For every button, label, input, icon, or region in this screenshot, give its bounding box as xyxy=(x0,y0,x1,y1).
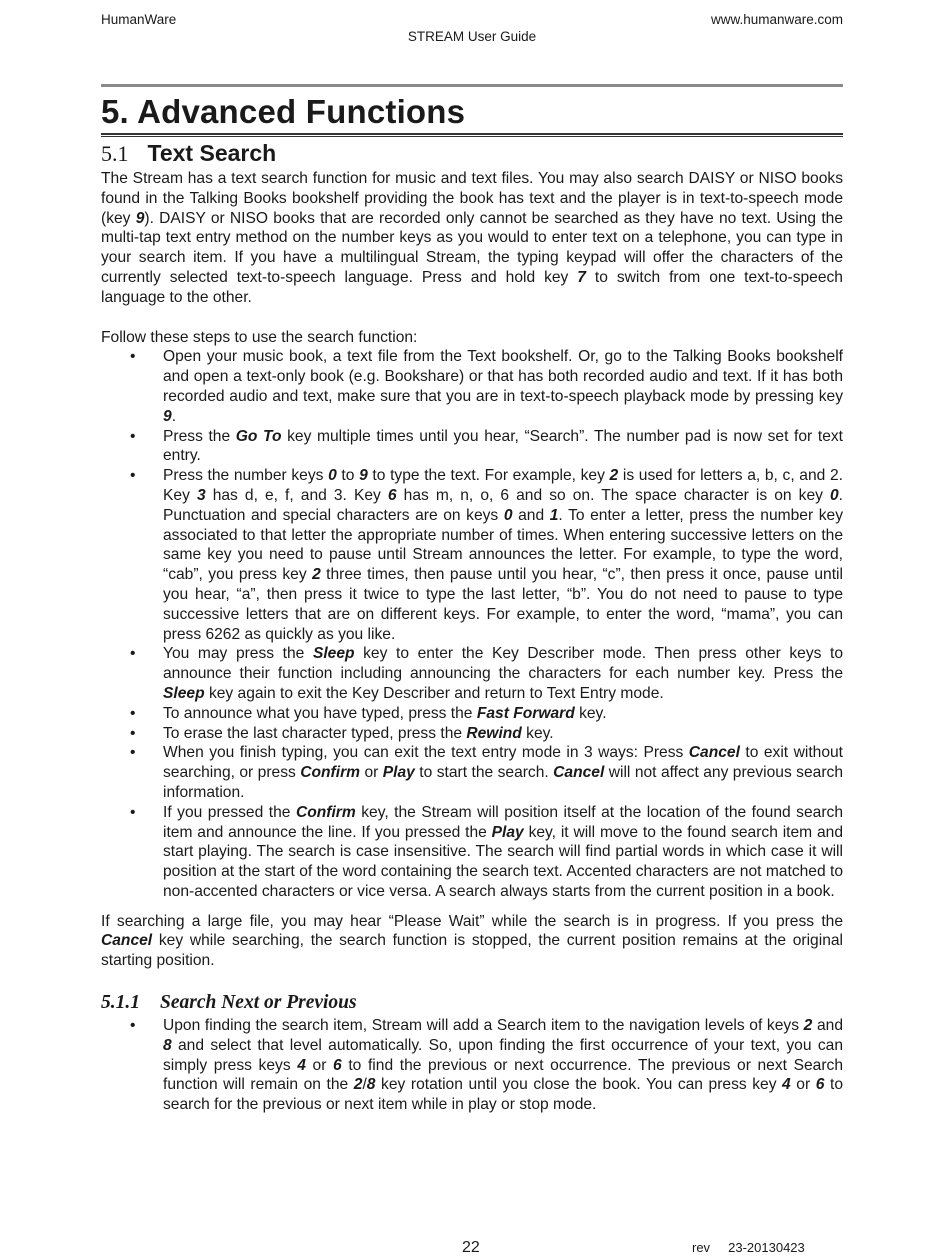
text-run: has d, e, f, and 3. Key xyxy=(205,486,388,504)
key-name: 9 xyxy=(135,209,145,227)
chapter-title: 5. Advanced Functions xyxy=(101,93,466,130)
list-item-text xyxy=(163,804,843,900)
list-item xyxy=(101,743,843,802)
text-run: Press the number keys xyxy=(163,467,329,485)
key-name: 2 xyxy=(609,467,619,485)
text-run: You may press the xyxy=(163,645,313,663)
text-run: . xyxy=(171,407,177,425)
key-name: Sleep xyxy=(163,684,205,702)
subsection-heading xyxy=(101,990,843,1016)
header-company: HumanWare xyxy=(101,12,177,27)
text-run: Upon finding the search item, Stream will add a Search item to the navigation levels of keys xyxy=(163,1017,804,1035)
list-item xyxy=(101,347,843,426)
text-run: is used for letters a, b, c, and 2. Key xyxy=(163,467,843,504)
bullet-icon: • xyxy=(130,803,136,821)
text-run: If you pressed the xyxy=(163,803,296,821)
section-title: Text Search xyxy=(147,140,277,166)
text-run: key, it will move to the found search item and start playing. The search is case insensitive. The search will find partial words in which case it will position at the start of the word containing the search text. Accented characters are not matched to non-accented characters or vice versa. A search always starts from the current position in a book. xyxy=(163,823,844,900)
text-run: key, the Stream will position itself at the location of the found search item and announce the line. If you pressed the xyxy=(163,803,843,841)
text-run: or xyxy=(360,764,383,782)
text-run: and xyxy=(512,506,550,524)
bullet-icon: • xyxy=(130,427,136,445)
key-name: Cancel xyxy=(688,744,740,762)
bullet-icon: • xyxy=(130,467,136,485)
key-name: Cancel xyxy=(101,932,153,950)
key-name: 2 xyxy=(353,1076,363,1094)
text-run: to type the text. For example, key xyxy=(367,467,610,485)
text-run: Open your music book, a text file from the Text bookshelf. Or, go to the Talking Books bookshelf and open a text-only book (e.g. Bookshare) or that has both recorded audio and text. If it has both recorded audio and text, make sure that you are in text-to-speech playback mode by pressing key xyxy=(163,348,843,405)
bullet-icon: • xyxy=(130,348,136,366)
list-item-text xyxy=(163,428,843,465)
steps-intro: Follow these steps to use the search function: xyxy=(101,328,418,346)
key-name: Rewind xyxy=(466,724,522,742)
text-run: If searching a large file, you may hear “Please Wait” while the search is in progress. If you press the xyxy=(101,912,843,930)
text-run: To announce what you have typed, press the xyxy=(163,704,477,722)
key-name: 2 xyxy=(312,566,321,584)
key-name: 6 xyxy=(815,1076,825,1094)
text-run: three times, then pause until you hear, “c”, then press it once, pause until you hear, “a”, then press it twice to type the last letter, “b”. You do not need to pause to type successive letters that are on different keys. For example, to enter the word, “mama”, you can press 6262 as quickly as you like. xyxy=(163,566,843,643)
list-item xyxy=(101,1016,843,1115)
bullet-icon: • xyxy=(130,1017,136,1035)
key-name: Play xyxy=(382,764,415,782)
text-run: key multiple times until you hear, “Search”. The number pad is now set for text entry. xyxy=(163,427,843,465)
list-item xyxy=(101,427,843,467)
list-item-text xyxy=(163,705,607,722)
bullet-icon: • xyxy=(130,645,136,663)
bullet-icon: • xyxy=(130,724,136,742)
text-run: key. xyxy=(574,704,607,722)
key-name: Sleep xyxy=(312,645,355,663)
section-heading xyxy=(101,138,843,169)
key-name: Confirm xyxy=(295,803,356,821)
key-name: 6 xyxy=(387,486,397,504)
section-number: 5.1 xyxy=(101,141,129,166)
text-run: Press the xyxy=(163,427,236,445)
list-item xyxy=(101,724,843,744)
revision-label: rev xyxy=(692,1240,711,1255)
bullet-icon: • xyxy=(130,704,136,722)
text-run: . Punctuation and special characters are on keys xyxy=(163,486,844,524)
key-name: 0 xyxy=(829,486,839,504)
revision-code: 23-20130423 xyxy=(728,1240,805,1255)
list-item xyxy=(101,466,843,644)
list-item-text xyxy=(163,348,843,424)
key-name: 1 xyxy=(549,506,559,524)
text-run: and select that level automatically. So, upon finding the first occurrence of your text, you can simply press keys xyxy=(163,1036,843,1074)
list-item xyxy=(101,644,843,703)
revision xyxy=(692,1240,805,1255)
text-run: or xyxy=(790,1076,816,1094)
text-run: key. xyxy=(521,724,554,742)
list-item-text xyxy=(163,467,843,642)
text-run: to switch from one text-to-speech language to the other. xyxy=(101,268,843,306)
text-run: When you finish typing, you can exit the text entry mode in 3 ways: Press xyxy=(163,744,689,762)
text-run: to search for the previous or next item while in play or stop mode. xyxy=(163,1076,843,1114)
subsection-number: 5.1.1 xyxy=(101,992,140,1014)
key-name: 8 xyxy=(366,1076,376,1094)
text-run: ). DAISY or NISO books that are recorded only cannot be searched as they have no text. Using the multi-tap text entry method on the number keys as you would to enter text on a telephone, you can type in your search item. If you have a multilingual Stream, the typing keypad will offer the characters of the currently selected text-to-speech language. Press and hold key xyxy=(101,209,843,286)
header-guide-title: STREAM User Guide xyxy=(407,29,537,44)
text-run: to find the previous or next occurrence. The previous or next Search function will remain on the xyxy=(163,1056,844,1094)
text-run: To erase the last character typed, press the xyxy=(163,724,467,742)
key-name: Play xyxy=(491,823,524,841)
key-name: 6 xyxy=(333,1056,342,1074)
key-name: Go To xyxy=(235,427,282,445)
page-content xyxy=(101,84,843,1115)
key-name: Cancel xyxy=(553,764,605,782)
key-name: 4 xyxy=(297,1056,306,1074)
list-item xyxy=(101,803,843,902)
key-name: 0 xyxy=(503,506,513,524)
key-name: 4 xyxy=(782,1076,791,1094)
text-run: to start the search. xyxy=(414,764,554,782)
text-run: to exit without searching, or press xyxy=(163,744,843,782)
list-item-text xyxy=(163,725,554,742)
text-run: key again to exit the Key Describer and return to Text Entry mode. xyxy=(204,684,664,702)
header-url: www.humanware.com xyxy=(710,12,843,27)
list-item-text xyxy=(163,744,843,801)
key-name: 8 xyxy=(163,1036,172,1054)
key-name: 7 xyxy=(577,268,586,286)
header-rule xyxy=(101,84,843,87)
text-run: / xyxy=(362,1076,367,1094)
text-run: or xyxy=(305,1056,334,1074)
text-run: to xyxy=(336,467,360,485)
list-item-text xyxy=(163,1017,843,1113)
intro-paragraph xyxy=(101,169,843,308)
key-name: 9 xyxy=(359,467,368,485)
key-name: Confirm xyxy=(300,764,361,782)
search-next-list xyxy=(101,1016,843,1115)
key-name: 3 xyxy=(196,486,206,504)
text-run: key to enter the Key Describer mode. Then press other keys to announce their function including announcing the characters for each number key. Press the xyxy=(163,645,843,683)
key-name: 2 xyxy=(803,1017,813,1035)
chapter-rule xyxy=(101,133,843,137)
page-number: 22 xyxy=(462,1239,480,1256)
text-run: The Stream has a text search function for music and text files. You may also search DAISY or NISO books found in the Talking Books bookshelf providing the book has text and the player is in text-to-speech mode (key xyxy=(101,170,843,227)
list-item xyxy=(101,704,843,724)
key-name: Fast Forward xyxy=(476,704,575,722)
key-name: 9 xyxy=(163,407,172,425)
progress-note xyxy=(101,912,843,971)
text-run: key rotation until you close the book. You can press key xyxy=(375,1076,783,1094)
bullet-icon: • xyxy=(130,744,136,762)
text-run: . To enter a letter, press the number key associated to that letter the appropriate number of times. When entering successive letters on the same key you need to pause until Stream announces the letter. For example, to type the word, “cab”, you press key xyxy=(163,506,843,584)
subsection-title: Search Next or Previous xyxy=(160,992,357,1014)
text-run: and xyxy=(812,1017,843,1035)
text-run: has m, n, o, 6 and so on. The space character is on key xyxy=(396,486,830,504)
key-name: 0 xyxy=(328,467,337,485)
text-run: key while searching, the search function is stopped, the current position remains at the original starting position. xyxy=(101,932,843,970)
text-run: will not affect any previous search information. xyxy=(163,764,843,801)
steps-list xyxy=(101,347,843,901)
list-item-text xyxy=(163,645,843,702)
